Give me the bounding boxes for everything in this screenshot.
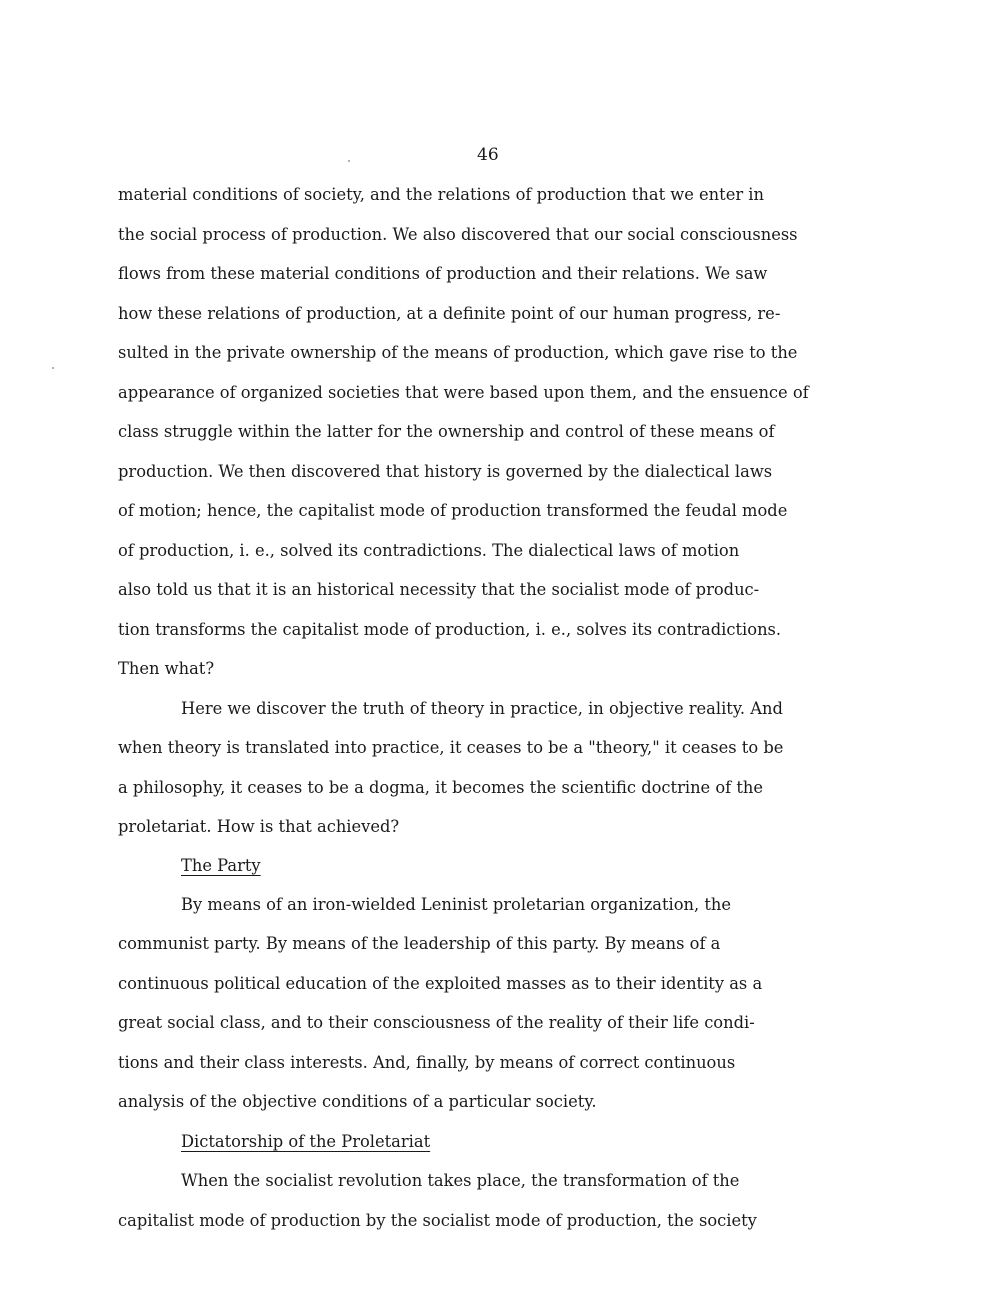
- text-line: flows from these material conditions of production and their relations. We saw: [118, 264, 768, 283]
- text-line: capitalist mode of production by the socialist mode of production, the society: [118, 1211, 757, 1230]
- section-heading-party: The Party: [181, 856, 261, 875]
- scan-speck: [52, 367, 54, 369]
- scan-speck: [348, 160, 350, 162]
- text-line: when theory is translated into practice, it ceases to be a "theory," it ceases to be: [118, 738, 784, 757]
- text-line: how these relations of production, at a definite point of our human progress, re-: [118, 304, 781, 323]
- text-line: Here we discover the truth of theory in practice, in objective reality. And: [181, 699, 783, 718]
- text-line: continuous political education of the exploited masses as to their identity as a: [118, 974, 763, 993]
- text-line: great social class, and to their consciousness of the reality of their life condi-: [118, 1013, 755, 1032]
- text-line: communist party. By means of the leadership of this party. By means of a: [118, 934, 721, 953]
- text-line: the social process of production. We also discovered that our social consciousness: [118, 225, 798, 244]
- text-line: tion transforms the capitalist mode of production, i. e., solves its contradictions.: [118, 620, 782, 639]
- text-line: of motion; hence, the capitalist mode of production transformed the feudal mode: [118, 501, 788, 520]
- text-line: material conditions of society, and the relations of production that we enter in: [118, 185, 764, 204]
- text-line: tions and their class interests. And, finally, by means of correct continuous: [118, 1053, 736, 1072]
- text-line: of production, i. e., solved its contradictions. The dialectical laws of motion: [118, 541, 740, 560]
- text-line: class struggle within the latter for the ownership and control of these means of: [118, 422, 775, 441]
- page-number: 46: [477, 145, 499, 165]
- section-heading-dictatorship: Dictatorship of the Proletariat: [181, 1132, 431, 1151]
- text-line: appearance of organized societies that were based upon them, and the ensuence of: [118, 383, 809, 402]
- text-line: When the socialist revolution takes place, the transformation of the: [181, 1171, 740, 1190]
- text-line: Then what?: [118, 659, 215, 678]
- text-line: production. We then discovered that history is governed by the dialectical laws: [118, 462, 773, 481]
- text-line: proletariat. How is that achieved?: [118, 817, 400, 836]
- text-line: sulted in the private ownership of the means of production, which gave rise to the: [118, 343, 798, 362]
- text-line: By means of an iron-wielded Leninist proletarian organization, the: [181, 895, 732, 914]
- text-line: analysis of the objective conditions of a particular society.: [118, 1092, 597, 1111]
- text-line: a philosophy, it ceases to be a dogma, it becomes the scientific doctrine of the: [118, 778, 764, 797]
- text-line: also told us that it is an historical necessity that the socialist mode of produc-: [118, 580, 760, 599]
